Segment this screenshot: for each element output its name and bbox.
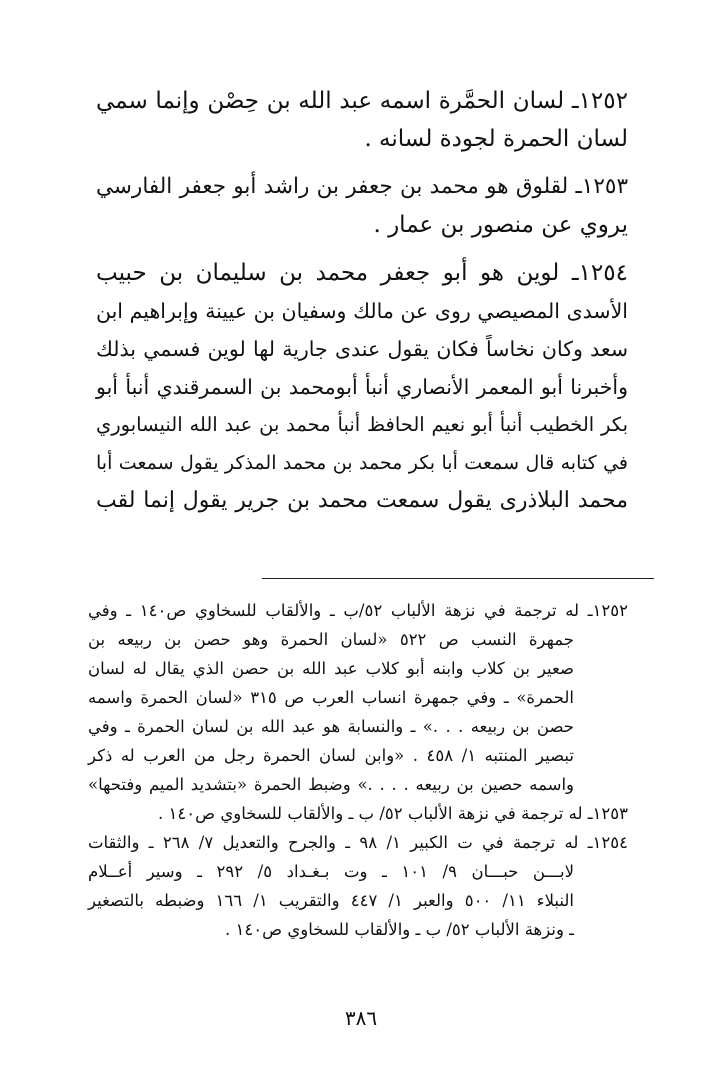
- text-line: بكر الخطيب أنبأ أبو نعيم الحافظ أنبأ محمد بن عبد الله النيسابوري: [96, 413, 628, 436]
- footnote-line: ـ ونزهة الألباب ٥٢/ ب ـ والألقاب للسخاوي ص١٤٠ .: [225, 920, 574, 939]
- text-line: في كتابه قال سمعت أبا بكر محمد بن محمد المذكر يقول سمعت أبا: [96, 452, 628, 474]
- text-line: يروي عن منصور بن عمار .: [373, 212, 628, 238]
- entry-1253: [96, 168, 628, 244]
- footnote-line: حصن بن ربيعه . . .» ـ والنسابة هو عبد الله بن لسان الحمرة ـ وفي: [88, 717, 574, 736]
- text-line: لسان الحمرة لجودة لسانه .: [364, 126, 628, 152]
- text-line: الأسدى المصيصي روى عن مالك وسفيان بن عيينة وإبراهيم ابن: [96, 299, 628, 323]
- page-number: ٣٨٦: [344, 1006, 378, 1030]
- footnotes: [88, 596, 628, 944]
- footnote-line: صعير بن كلاب وابنه أبو كلاب عبد الله بن حصن الذي يقال له لسان: [88, 659, 574, 678]
- text-line: ١٢٥٤ـ لوين هو أبو جعفر محمد بن سليمان بن حبيب: [96, 260, 628, 286]
- text-line: وأخبرنا أبو المعمر الأنصاري أنبأ أبومحمد بن السمرقندي أنبأ أبو: [96, 375, 628, 399]
- footnote-line: النبلاء ١١/ ٥٠٠ والعبر ١/ ٤٤٧ والتقريب ١/ ١٦٦ وضبطه بالتصغير: [88, 891, 574, 910]
- footnote-line: ١٢٥٤ـ له ترجمة في ت الكبير ١/ ٩٨ ـ والجرح والتعديل ٧/ ٢٦٨ ـ والثقات: [88, 833, 628, 852]
- text-line: سعد وكان نخاساً فكان يقول عندى جارية لها لوين فسمي بذلك: [96, 337, 628, 361]
- text-line: ١٢٥٢ـ لسان الحمَّرة اسمه عبد الله بن حِصْن وإنما سمي: [96, 88, 628, 114]
- footnote-line: الحمرة» ـ وفي جمهرة انساب العرب ص ٣١٥ «لسان الحمرة واسمه: [88, 688, 574, 707]
- footnote-line: ١٢٥٣ـ له ترجمة في نزهة الألباب ٥٢/ ب ـ والألقاب للسخاوي ص١٤٠ .: [158, 804, 628, 823]
- entry-1254: [96, 254, 628, 520]
- entry-1252: [96, 82, 628, 158]
- footnote-divider: [262, 578, 654, 579]
- footnote-line: واسمه حصين بن ربيعه . . . .» وضبط الحمرة «بتشديد الميم وفتحها»: [88, 775, 574, 794]
- footnote-line: ١٢٥٢ـ له ترجمة في نزهة الألباب ٥٢/ب ـ والألقاب للسخاوي ص١٤٠ ـ وفي: [88, 601, 628, 620]
- footnote-line: تبصير المنتبه ١/ ٤٥٨ . «وابن لسان الحمرة رجل من العرب له ذكر: [88, 746, 574, 765]
- footnote-line: لابـــن حبـــان ٩/ ١٠١ ـ وت بـغـداد ٥/ ٢٩٢ ـ وسير أعــلام: [88, 862, 574, 881]
- main-text: [96, 82, 628, 530]
- text-line: ١٢٥٣ـ لقلوق هو محمد بن جعفر بن راشد أبو جعفر الفارسي: [96, 174, 628, 199]
- text-line: محمد البلاذرى يقول سمعت محمد بن جرير يقول إنما لقب: [96, 488, 628, 513]
- footnote-line: جمهرة النسب ص ٥٢٢ «لسان الحمرة وهو حصن بن ربيعه بن: [88, 630, 574, 649]
